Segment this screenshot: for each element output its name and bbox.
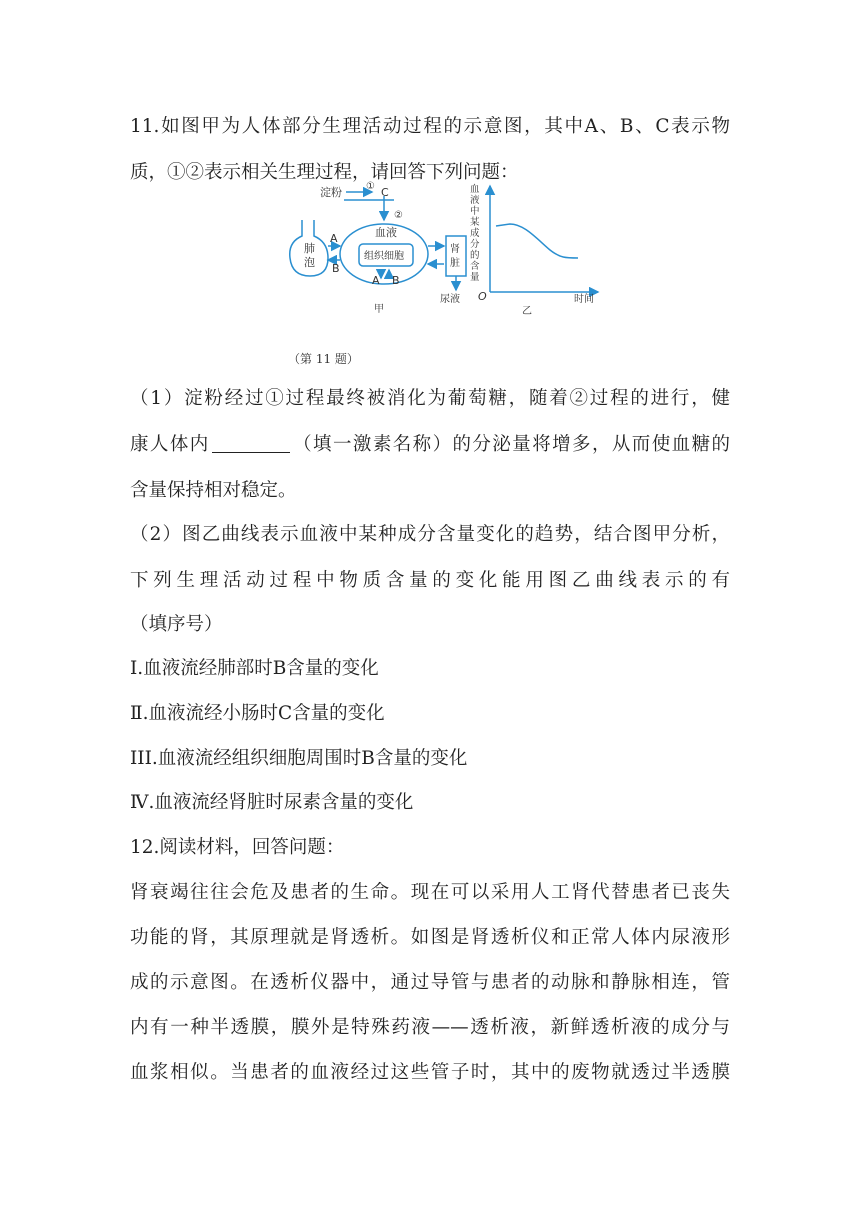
label-yi: 乙 xyxy=(522,306,532,317)
a-bottom-label: A xyxy=(372,274,380,287)
lung-label-1: 肺 xyxy=(304,242,315,255)
y-axis-char-1: 血 xyxy=(470,184,480,195)
q11-option-4: Ⅳ.血液流经肾脏时尿素含量的变化 xyxy=(130,792,414,813)
q11-option-3: III.血液流经组织细胞周围时B含量的变化 xyxy=(130,748,468,769)
q11-part1-line3: 含量保持相对稳定。 xyxy=(130,480,297,501)
q11-option-1: Ⅰ.血液流经肺部时B含量的变化 xyxy=(130,658,379,679)
q11-part2-line2: 下列生理活动过程中物质含量的变化能用图乙曲线表示的有 xyxy=(130,570,730,591)
q11-figure xyxy=(288,180,618,330)
q11-part2-line3: （填序号） xyxy=(130,614,223,635)
tissue-cells-label: 组织细胞 xyxy=(364,251,404,262)
y-axis-char-7: 的 xyxy=(470,250,480,261)
q12-para-line2: 功能的肾，其原理就是肾透析。如图是肾透析仪和正常人体内尿液形 xyxy=(130,927,730,948)
y-axis-char-5: 成 xyxy=(470,228,480,239)
q12-para-line5: 血浆相似。当患者的血液经过这些管子时，其中的废物就透过半透膜 xyxy=(130,1062,730,1083)
x-axis-label: 时间 xyxy=(574,294,594,305)
blood-label: 血液 xyxy=(375,226,397,239)
y-axis-char-6: 分 xyxy=(470,239,480,250)
q11-option-2: Ⅱ.血液流经小肠时C含量的变化 xyxy=(130,703,385,724)
b-bottom-label: B xyxy=(392,274,400,287)
label-jia: 甲 xyxy=(374,304,384,315)
answer-blank[interactable] xyxy=(212,434,290,453)
q12-para-line3: 成的示意图。在透析仪器中，通过导管与患者的动脉和静脉相连，管 xyxy=(130,972,730,993)
q12-title: 12.阅读材料，回答问题： xyxy=(130,837,345,858)
urine-label: 尿液 xyxy=(440,294,460,305)
kidney-label-1: 肾 xyxy=(450,244,460,255)
lung-label-2: 泡 xyxy=(304,256,315,269)
q11-stem-line1: 11.如图甲为人体部分生理活动过程的示意图，其中A、B、C表示物 xyxy=(130,116,730,137)
y-axis-char-9: 量 xyxy=(470,272,480,283)
q11-part1-line1: （1）淀粉经过①过程最终被消化为葡萄糖，随着②过程的进行，健 xyxy=(130,388,730,409)
q12-para-line4: 内有一种半透膜，膜外是特殊药液——透析液，新鲜透析液的成分与 xyxy=(130,1017,730,1038)
kidney-box xyxy=(446,236,466,276)
starch-label: 淀粉 xyxy=(320,186,342,199)
q11-part1-line2-end: （填一激素名称）的分泌量将增多，从而使血糖的 xyxy=(291,434,730,455)
q11-part2-line1: （2）图乙曲线表示血液中某种成分含量变化的趋势，结合图甲分析， xyxy=(130,524,730,545)
q11-part1-line2 xyxy=(130,432,730,458)
y-axis-char-8: 含 xyxy=(470,261,480,272)
kidney-label-2: 脏 xyxy=(450,258,460,269)
process2-label: ② xyxy=(394,210,403,221)
q11-stem-line2: 质，①②表示相关生理过程，请回答下列问题： xyxy=(130,162,519,183)
y-axis-char-4: 某 xyxy=(470,217,480,228)
c-label: C xyxy=(381,186,389,199)
q11-part1-line2-start: 康人体内 xyxy=(130,434,210,455)
q12-para-line1: 肾衰竭往往会危及患者的生命。现在可以采用人工肾代替患者已丧失 xyxy=(130,882,730,903)
origin-label: O xyxy=(478,290,487,303)
b-left-label: B xyxy=(332,262,340,275)
content-curve xyxy=(496,224,578,258)
q11-figure-caption: （第 11 题） xyxy=(288,352,359,366)
a-top-label: A xyxy=(330,232,338,245)
y-axis-char-2: 液 xyxy=(470,195,480,206)
y-axis-char-3: 中 xyxy=(470,206,480,217)
process1-label: ① xyxy=(366,181,375,192)
